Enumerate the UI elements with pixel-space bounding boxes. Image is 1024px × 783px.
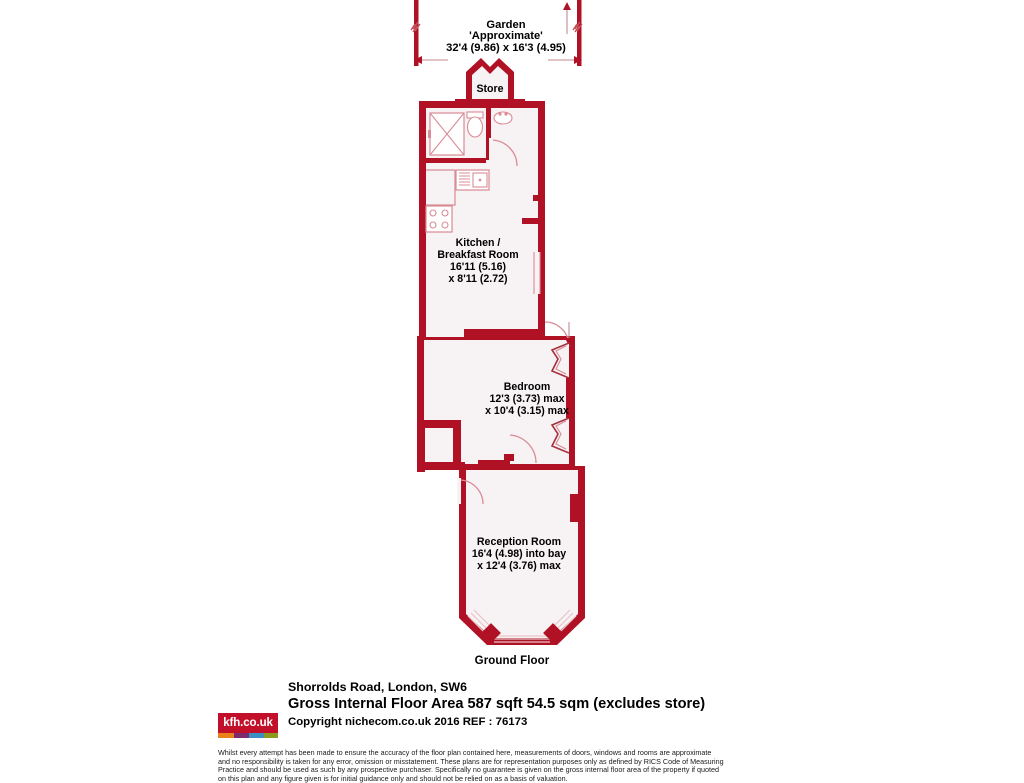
kitchen-dimension-line2: x 8'11 (2.72) (448, 273, 508, 285)
logo-stripe-purple (234, 733, 249, 738)
logo-stripe-orange (218, 733, 234, 738)
garden-wall-right (577, 0, 582, 66)
floor-caption: Ground Floor (474, 655, 550, 667)
garden-dimensions: 32'4 (9.86) x 16'3 (4.95) (446, 42, 566, 54)
wash-basin-fixture (494, 112, 512, 124)
bedroom-dimension-line1: 12'3 (3.73) max (489, 393, 565, 405)
reception-label: Reception Room (476, 536, 562, 548)
gross-internal-floor-area: Gross Internal Floor Area 587 sqft 54.5 sqm (excludes store) (288, 696, 706, 712)
bathroom-partition-wall (426, 158, 486, 163)
garden-qualifier: 'Approximate' (469, 30, 543, 42)
copyright-reference: Copyright nichecom.co.uk 2016 REF : 76173 (288, 716, 528, 728)
property-details (288, 679, 848, 730)
property-address: Shorrolds Road, London, SW6 (288, 680, 467, 694)
disclaimer-text (218, 749, 858, 783)
store-label: Store (476, 83, 504, 95)
disclaimer-line-4: on this plan and any figure given is for initial guidance only and should not be relied on as a basis of valuation. (218, 773, 568, 783)
disclaimer-line-3: Practice and should be used as such by any prospective purchaser. Specifically no guarantee is given on the gross internal floor area of the property if quoted (218, 765, 720, 775)
bedroom-dimension-line2: x 10'4 (3.15) max (485, 405, 569, 417)
kfh-logo-text: kfh.co.uk (218, 713, 278, 733)
footer (0, 655, 1024, 783)
reception-dimension-line1: 16'4 (4.98) into bay (471, 548, 567, 560)
reception-bay-window (459, 600, 585, 645)
hob-fixture (426, 206, 452, 232)
logo-stripe-olive (264, 733, 278, 738)
kfh-logo[interactable] (218, 713, 278, 738)
kitchen-wall-nib (533, 195, 545, 201)
kitchen-label-line1: Kitchen / (455, 237, 501, 249)
bedroom-label: Bedroom (503, 381, 551, 393)
disclaimer-line-1: Whilst every attempt has been made to ensure the accuracy of the floor plan contained here, measurements of doors, windows and rooms are approximate (218, 748, 712, 757)
shower-tray-fixture (428, 113, 464, 155)
reception-wall-right (578, 466, 585, 606)
disclaimer-line-2: and no responsibility is taken for any error, omission or misstatement. These plans are for representation purposes only as defined by RICS Code of Measuring (218, 756, 724, 766)
kitchen-sink-fixture (456, 170, 489, 190)
kitchen-label-line2: Breakfast Room (437, 249, 519, 261)
logo-stripe-blue (249, 733, 264, 738)
kitchen-wall-nib-2 (522, 218, 545, 224)
kfh-logo-stripe (218, 733, 278, 738)
kitchen-window (534, 252, 540, 294)
reception-dimension-line2: x 12'4 (3.76) max (477, 560, 561, 572)
reception-chimney-breast (570, 494, 580, 522)
kitchen-dimension-line1: 16'11 (5.16) (449, 261, 507, 273)
kitchen-doorway (426, 329, 464, 337)
garden-label: Garden (486, 19, 526, 31)
garden-wall-left (414, 0, 419, 66)
toilet-fixture (467, 112, 483, 137)
